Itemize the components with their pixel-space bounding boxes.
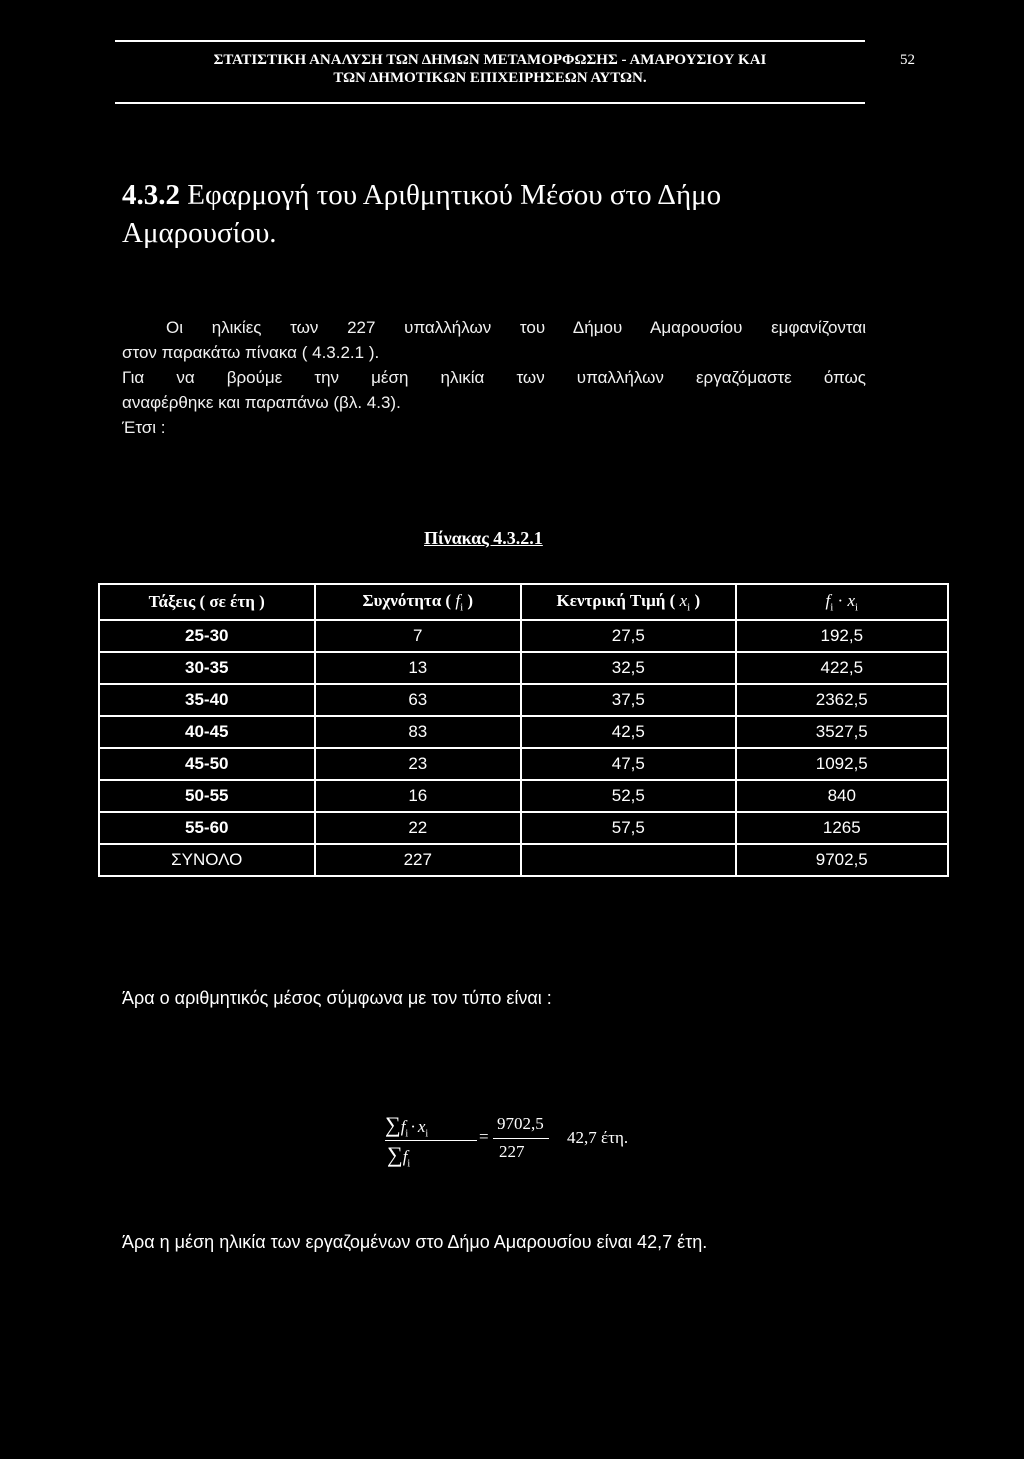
- cell-class: 55-60: [99, 812, 315, 844]
- cell-midpoint: 42,5: [521, 716, 735, 748]
- formula-lead: Άρα ο αριθμητικός μέσος σύμφωνα με τον τύπο είναι :: [122, 988, 552, 1008]
- denominator-value: 227: [499, 1142, 525, 1161]
- cell-product: 1265: [736, 812, 948, 844]
- table-row: [99, 748, 948, 780]
- running-header-line2: ΤΩΝ ΔΗΜΟΤΙΚΩΝ ΕΠΙΧΕΙΡΗΣΕΩΝ ΑΥΤΩΝ.: [333, 70, 647, 86]
- cell-midpoint: 37,5: [521, 684, 735, 716]
- cell-frequency: 13: [315, 652, 522, 684]
- table-total-row: [99, 844, 948, 876]
- cell-product: 422,5: [736, 652, 948, 684]
- cell-frequency: 22: [315, 812, 522, 844]
- intro-paragraph: [122, 315, 866, 440]
- formula-numerator-expr: $\sum f_i \cdot x_i$: [385, 1112, 429, 1140]
- header-product: $f_i \cdot x_i$: [736, 584, 948, 620]
- table-row: [99, 652, 948, 684]
- header-rule-top: [115, 40, 865, 42]
- conclusion-sentence: Άρα η μέση ηλικία των εργαζομένων στο Δήμο Αμαρουσίου είναι 42,7 έτη.: [122, 1232, 708, 1252]
- equals-sign: =: [479, 1127, 489, 1146]
- running-header-line1: ΣΤΑΤΙΣΤΙΚΗ ΑΝΑΛΥΣΗ ΤΩΝ ΔΗΜΩΝ ΜΕΤΑΜΟΡΦΩΣΗΣ - ΑΜΑΡΟΥΣΙΟΥ ΚΑΙ: [213, 52, 767, 68]
- table-row: [99, 812, 948, 844]
- fraction-bar-right: [493, 1138, 549, 1139]
- cell-frequency: 23: [315, 748, 522, 780]
- formula-result: 42,7 έτη.: [567, 1128, 629, 1147]
- header-classes: Τάξεις ( σε έτη ): [99, 584, 315, 620]
- cell-product: 9702,5: [736, 844, 948, 876]
- table-row: [99, 780, 948, 812]
- cell-class: ΣΥΝΟΛΟ: [99, 844, 315, 876]
- intro-line5: Έτσι :: [122, 418, 166, 437]
- section-heading: [122, 176, 882, 252]
- cell-class: 45-50: [99, 748, 315, 780]
- cell-product: 3527,5: [736, 716, 948, 748]
- numerator-value: 9702,5: [497, 1114, 544, 1133]
- cell-frequency: 16: [315, 780, 522, 812]
- cell-midpoint: [521, 844, 735, 876]
- cell-class: 40-45: [99, 716, 315, 748]
- cell-product: 192,5: [736, 620, 948, 652]
- table-row: [99, 620, 948, 652]
- intro-line3: Για να βρούμε την μέση ηλικία των υπαλλήλων εργαζόμαστε όπως: [122, 368, 866, 387]
- frequency-table: [98, 583, 949, 877]
- table-row: [99, 716, 948, 748]
- cell-frequency: 227: [315, 844, 522, 876]
- section-number: 4.3.2: [122, 179, 180, 211]
- running-header: [115, 51, 865, 87]
- page-number: 52: [900, 52, 915, 68]
- cell-frequency: 83: [315, 716, 522, 748]
- header-midpoint: Κεντρική Τιμή ( $x_i$ ): [521, 584, 735, 620]
- table-caption: Πίνακας 4.3.2.1: [424, 528, 543, 548]
- cell-class: 50-55: [99, 780, 315, 812]
- formula-denominator-expr: $\sum f_i$: [387, 1142, 411, 1170]
- cell-frequency: 7: [315, 620, 522, 652]
- fraction-bar-left: [385, 1140, 477, 1141]
- header-frequency: Συχνότητα ( $f_i$ ): [315, 584, 522, 620]
- sum-icon: ∑: [387, 1142, 403, 1167]
- cell-class: 35-40: [99, 684, 315, 716]
- table-header-row: [99, 584, 948, 620]
- intro-line4: αναφέρθηκε και παραπάνω (βλ. 4.3).: [122, 393, 401, 412]
- cell-midpoint: 32,5: [521, 652, 735, 684]
- cell-midpoint: 57,5: [521, 812, 735, 844]
- cell-product: 840: [736, 780, 948, 812]
- cell-class: 30-35: [99, 652, 315, 684]
- cell-midpoint: 47,5: [521, 748, 735, 780]
- cell-class: 25-30: [99, 620, 315, 652]
- sum-icon: ∑: [385, 1112, 401, 1137]
- section-title-line1: Εφαρμογή του Αριθμητικού Μέσου στο Δήμο: [187, 179, 722, 211]
- cell-frequency: 63: [315, 684, 522, 716]
- intro-line2: στον παρακάτω πίνακα ( 4.3.2.1 ).: [122, 343, 380, 362]
- mean-formula: [385, 1112, 685, 1172]
- cell-midpoint: 27,5: [521, 620, 735, 652]
- table-row: [99, 684, 948, 716]
- cell-midpoint: 52,5: [521, 780, 735, 812]
- section-title-line2: Αμαρουσίου.: [122, 217, 277, 249]
- cell-product: 1092,5: [736, 748, 948, 780]
- cell-product: 2362,5: [736, 684, 948, 716]
- intro-line1: Οι ηλικίες των 227 υπαλλήλων του Δήμου Αμαρουσίου εμφανίζονται: [166, 318, 866, 337]
- header-rule-bottom: [115, 102, 865, 104]
